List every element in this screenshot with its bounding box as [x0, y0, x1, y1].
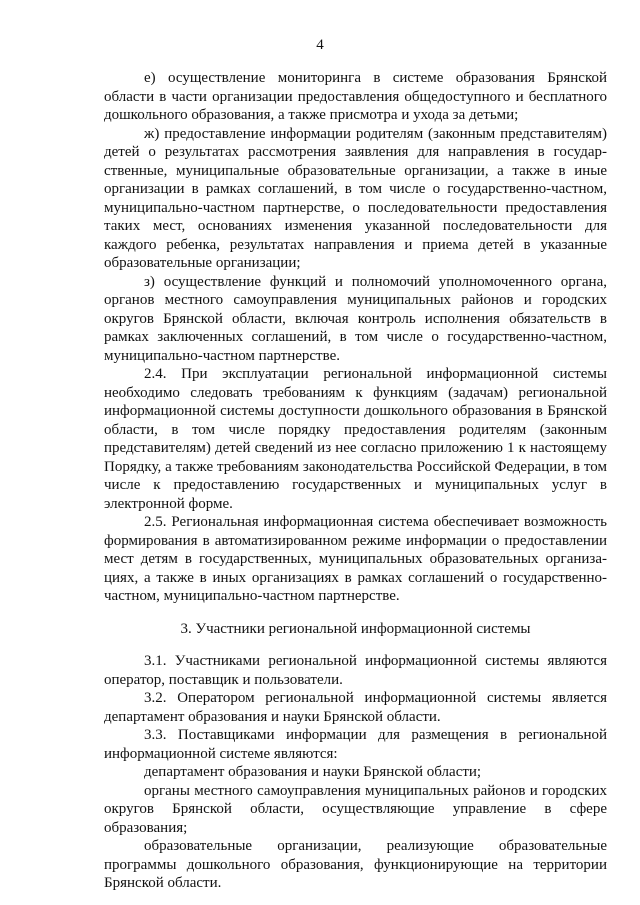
list-item-educational-organizations: образовательные организации, реализующие образовательные программы дошкольного образования, функционирующие на территории Брянской области. — [104, 838, 607, 891]
paragraph-3-1: 3.1. Участниками региональной информационной системы являются оператор, поставщик и пользователи. — [104, 653, 607, 688]
paragraph-zh: ж) предоставление информации родителям (законным представителям) детей о результатах рассмотрения заявления для направления в государственные, муниципальные образовательные организации, а также в иные организации в рамках соглашений, в том числе о государственно-частном, муниципально-частном партнерстве, о последовательности предоставления таких мест, основаниях изменения указанной последовательности для каждого ребенка, результатах направления и приема детей в указанные образовательные организации; — [104, 125, 607, 271]
paragraph-3-2: 3.2. Оператором региональной информационной системы является департамент образования и науки Брянской области. — [104, 690, 607, 725]
document-body — [104, 69, 607, 893]
list-item-local-authorities: органы местного самоуправления муниципальных районов и городских округов Брянской области, осуществляющие управление в сфере образования; — [104, 782, 607, 836]
paragraph-3-3: 3.3. Поставщиками информации для размещения в региональной информационной системе являются: — [104, 727, 607, 762]
section-heading: 3. Участники региональной информационной системы — [180, 620, 531, 637]
list-item-department: департамент образования и науки Брянской области; — [144, 764, 482, 780]
page-number: 4 — [316, 37, 324, 53]
paragraph-2-4: 2.4. При эксплуатации региональной информационной системы необходимо следовать требованиям к функциям (задачам) региональной информационной системы доступности дошкольного образования в Брянской области, в том числе порядку предоставления родителям (законным представителям) детей сведений из нее согласно приложению 1 к настоящему Порядку, а также требованиям законодательства Российской Федерации, в том числе к предоставлению государственных и муниципальных услуг в электронной форме. — [104, 366, 607, 512]
paragraph-2-5: 2.5. Региональная информационная система обеспечивает возможность формирования в автоматизированном режиме информации о предоставлении мест детям в государственных, муниципальных образовательных организациях, а также в иных организациях в рамках соглашений о государственно-частном, муниципально-частном партнерстве. — [104, 514, 607, 604]
paragraph-z: з) осуществление функций и полномочий уполномоченного органа, органов местного самоуправления муниципальных районов и городских округов Брянской области, включая контроль исполнения обязательств в рамках заключенных соглашений, в том числе о государственно-частном, муниципально-частном партнерстве. — [104, 273, 607, 364]
paragraph-e: е) осуществление мониторинга в системе образования Брянской области в части организации предоставления общедоступного и бесплатного дошкольного образования, а также присмотра и ухода за детьми; — [104, 70, 607, 123]
